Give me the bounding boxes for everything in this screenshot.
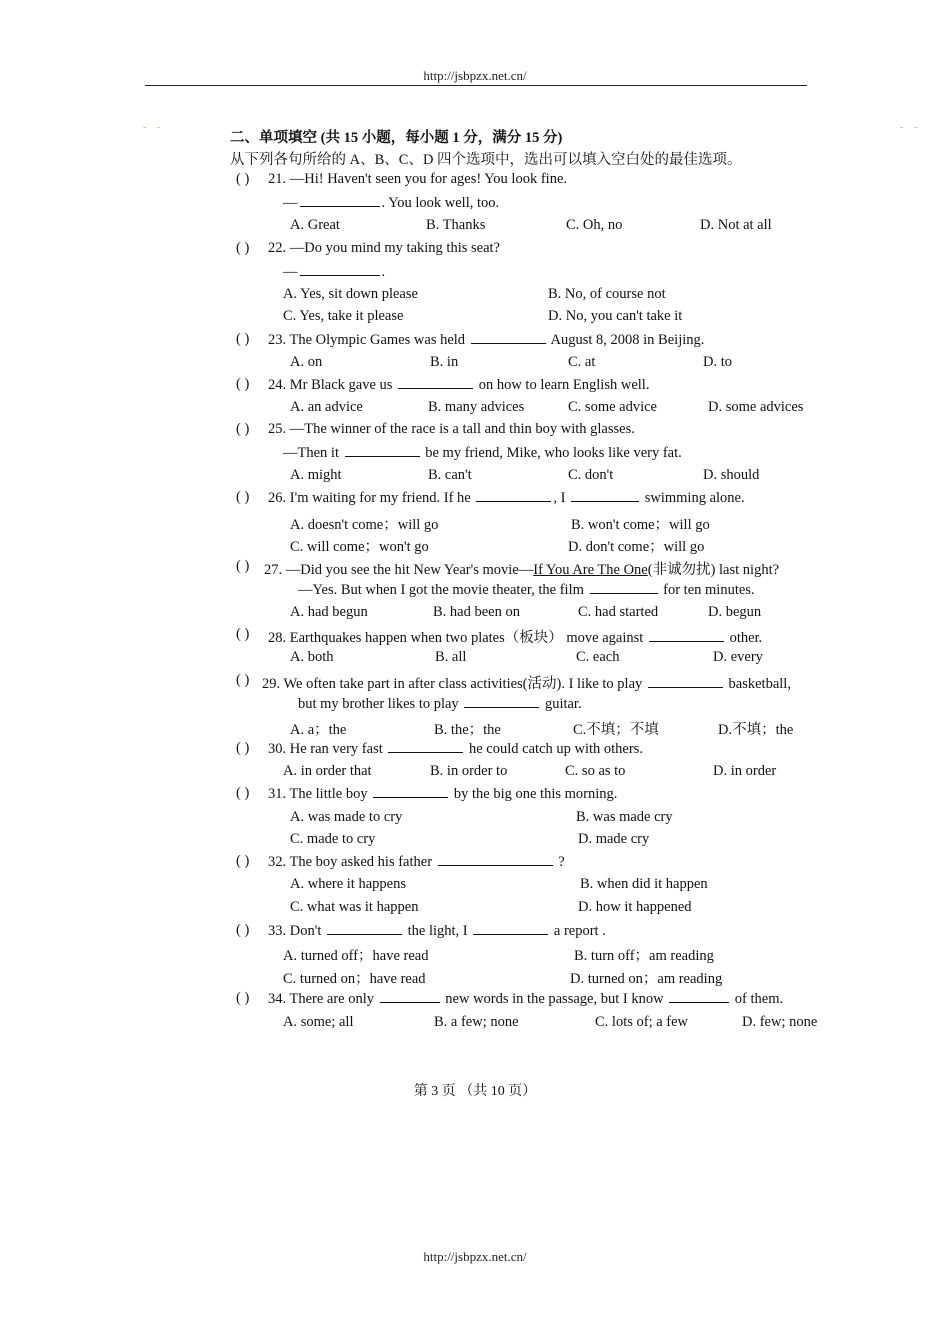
option-d: D. Not at all: [700, 217, 772, 233]
answer-paren: ( ): [236, 240, 250, 256]
option-d: D. to: [703, 354, 732, 370]
option-c: C. at: [568, 354, 596, 370]
answer-paren: ( ): [236, 376, 250, 392]
blank: [476, 489, 551, 502]
option-d: D. how it happened: [578, 899, 692, 915]
option-c: C. some advice: [568, 399, 657, 415]
question-21-line2: — . You look well, too.: [283, 195, 500, 211]
header-rule: [145, 85, 807, 86]
option-c: C. Yes, take it please: [283, 308, 404, 324]
option-a: A. Yes, sit down please: [283, 286, 418, 302]
blank: [649, 629, 724, 642]
answer-paren: ( ): [236, 171, 250, 187]
option-d: D. should: [703, 467, 760, 483]
option-b: B. Thanks: [426, 217, 486, 233]
option-c: C. what was it happen: [290, 899, 419, 915]
instruction: 从下列各句所给的 A、B、C、D 四个选项中，选出可以填入空白处的最佳选项。: [230, 152, 742, 168]
answer-paren: ( ): [236, 740, 250, 756]
option-b: B. many advices: [428, 399, 525, 415]
option-c: C. will come；won't go: [290, 539, 429, 555]
blank: [464, 695, 539, 708]
option-d: D.不填；the: [718, 722, 794, 738]
option-b: B. in order to: [430, 763, 508, 779]
option-d: D. don't come；will go: [568, 539, 705, 555]
answer-paren: ( ): [236, 672, 250, 688]
option-c: C. turned on；have read: [283, 971, 426, 987]
page-number: 第 3 页 （共 10 页）: [413, 1084, 537, 1099]
option-a: A. had begun: [290, 604, 368, 620]
option-a: A. might: [290, 467, 342, 483]
option-a: A. turned off；have read: [283, 948, 429, 964]
question-27-line2: —Yes. But when I got the movie theater, the film for ten minutes.: [298, 582, 755, 598]
blank: [327, 922, 402, 935]
option-b: B. No, of course not: [548, 286, 666, 302]
blank: [373, 785, 448, 798]
corner-mark-left: - -: [143, 122, 165, 133]
option-b: B. all: [435, 649, 467, 665]
option-c: C. each: [576, 649, 620, 665]
option-b: B. when did it happen: [580, 876, 708, 892]
option-b: B. a few; none: [434, 1014, 519, 1030]
option-c: C. had started: [578, 604, 659, 620]
option-b: B. can't: [428, 467, 472, 483]
answer-paren: ( ): [236, 922, 250, 938]
option-a: A. in order that: [283, 763, 372, 779]
blank: [571, 489, 639, 502]
blank: [590, 581, 658, 594]
option-b: B. was made cry: [576, 809, 673, 825]
answer-paren: ( ): [236, 853, 250, 869]
blank: [388, 740, 463, 753]
option-d: D. few; none: [742, 1014, 818, 1030]
option-d: D. every: [713, 649, 763, 665]
blank: [300, 194, 380, 207]
option-a: A. was made to cry: [290, 809, 403, 825]
option-a: A. where it happens: [290, 876, 406, 892]
option-c: C. don't: [568, 467, 614, 483]
option-b: B. had been on: [433, 604, 520, 620]
option-c: C. so as to: [565, 763, 626, 779]
blank: [438, 853, 553, 866]
option-a: A. on: [290, 354, 323, 370]
blank: [380, 990, 440, 1003]
option-a: A. Great: [290, 217, 340, 233]
option-b: B. in: [430, 354, 459, 370]
option-b: B. won't come；will go: [571, 517, 710, 533]
option-a: A. both: [290, 649, 334, 665]
answer-paren: ( ): [236, 558, 250, 574]
option-c: C. lots of; a few: [595, 1014, 689, 1030]
option-d: D. some advices: [708, 399, 804, 415]
option-a: A. a；the: [290, 722, 347, 738]
option-d: D. in order: [713, 763, 777, 779]
blank: [398, 376, 473, 389]
footer-url: http://jsbpzx.net.cn/: [423, 1249, 527, 1264]
blank: [648, 675, 723, 688]
option-b: B. the；the: [434, 722, 501, 738]
answer-paren: ( ): [236, 331, 250, 347]
option-d: D. begun: [708, 604, 762, 620]
option-c: C. made to cry: [290, 831, 376, 847]
question-29-line2: but my brother likes to play guitar.: [298, 696, 582, 712]
answer-paren: ( ): [236, 990, 250, 1006]
question-22-line2: — .: [283, 264, 386, 280]
answer-paren: ( ): [236, 489, 250, 505]
blank: [300, 263, 380, 276]
corner-mark-right: - -: [900, 122, 922, 133]
movie-title: If You Are The One: [533, 562, 648, 578]
option-b: B. turn off；am reading: [574, 948, 714, 964]
blank: [669, 990, 729, 1003]
blank: [345, 444, 420, 457]
answer-paren: ( ): [236, 421, 250, 437]
option-a: A. an advice: [290, 399, 363, 415]
answer-paren: ( ): [236, 785, 250, 801]
header-url: http://jsbpzx.net.cn/: [423, 68, 527, 83]
blank: [473, 922, 548, 935]
option-d: D. made cry: [578, 831, 650, 847]
option-a: A. doesn't come；will go: [290, 517, 439, 533]
option-a: A. some; all: [283, 1014, 354, 1030]
option-d: D. turned on；am reading: [570, 971, 723, 987]
option-d: D. No, you can't take it: [548, 308, 683, 324]
option-c: C.不填；不填: [573, 722, 659, 738]
option-c: C. Oh, no: [566, 217, 623, 233]
section-title: 二、单项填空 (共 15 小题，每小题 1 分，满分 15 分): [230, 130, 563, 146]
question-25-line2: —Then it be my friend, Mike, who looks like very fat.: [283, 445, 682, 461]
answer-paren: ( ): [236, 626, 250, 642]
blank: [471, 331, 546, 344]
